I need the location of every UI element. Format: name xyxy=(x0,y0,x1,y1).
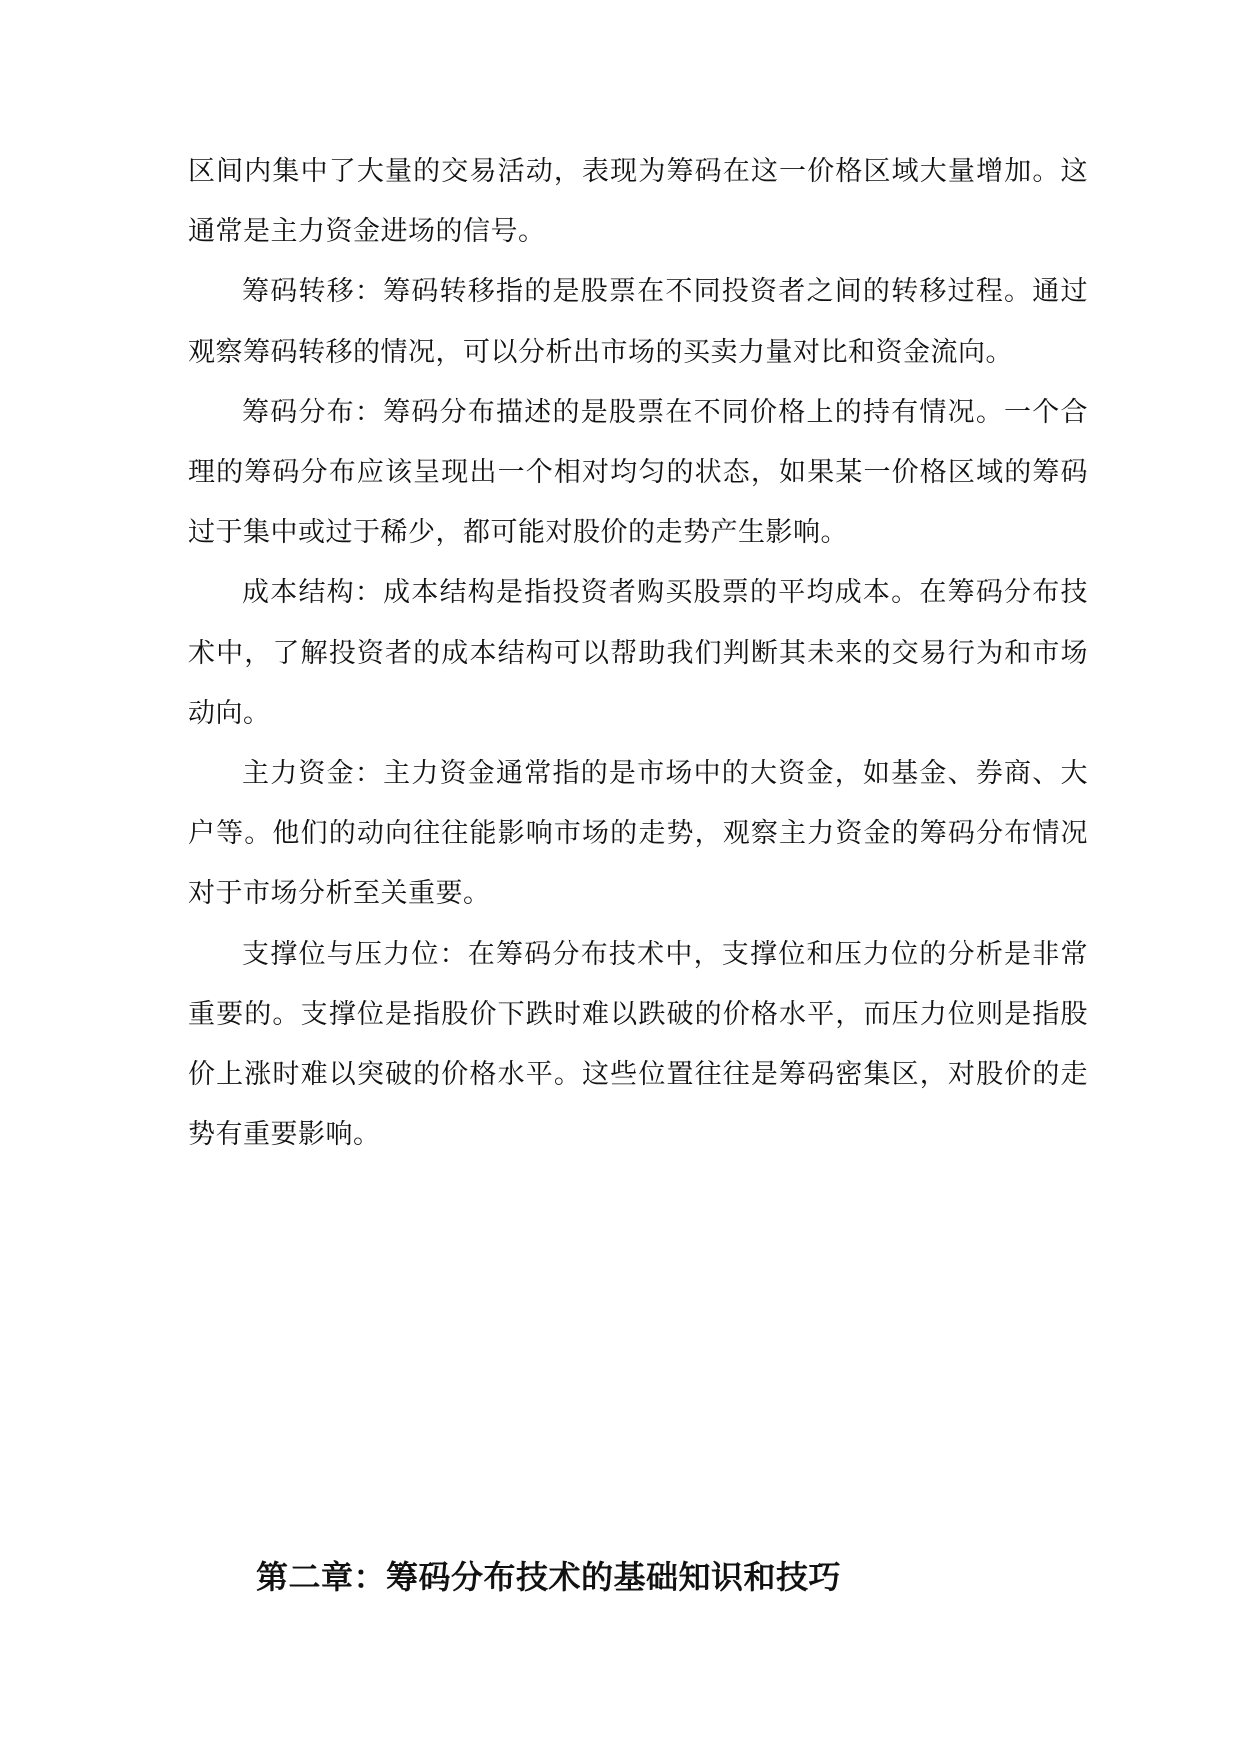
body-text xyxy=(188,142,1088,1165)
paragraph-chip-transfer: 筹码转移：筹码转移指的是股票在不同投资者之间的转移过程。通过观察筹码转移的情况，可以分析出市场的买卖力量对比和资金流向。 xyxy=(188,276,1088,368)
paragraph-continuation: 区间内集中了大量的交易活动，表现为筹码在这一价格区域大量增加。这通常是主力资金进场的信号。 xyxy=(188,156,1088,248)
paragraph-chip-distribution: 筹码分布：筹码分布描述的是股票在不同价格上的持有情况。一个合理的筹码分布应该呈现出一个相对均匀的状态，如果某一价格区域的筹码过于集中或过于稀少，都可能对股价的走势产生影响。 xyxy=(188,396,1088,549)
chapter-heading: 第二章：筹码分布技术的基础知识和技巧 xyxy=(256,1558,842,1596)
paragraph-main-funds: 主力资金：主力资金通常指的是市场中的大资金，如基金、券商、大户等。他们的动向往往能影响市场的走势，观察主力资金的筹码分布情况对于市场分析至关重要。 xyxy=(188,758,1088,910)
paragraph-support-resistance: 支撑位与压力位：在筹码分布技术中，支撑位和压力位的分析是非常重要的。支撑位是指股价下跌时难以跌破的价格水平，而压力位则是指股价上涨时难以突破的价格水平。这些位置往往是筹码密集区，对股价的走势有重要影响。 xyxy=(188,938,1088,1151)
paragraph-cost-structure: 成本结构：成本结构是指投资者购买股票的平均成本。在筹码分布技术中，了解投资者的成本结构可以帮助我们判断其未来的交易行为和市场动向。 xyxy=(188,577,1088,729)
